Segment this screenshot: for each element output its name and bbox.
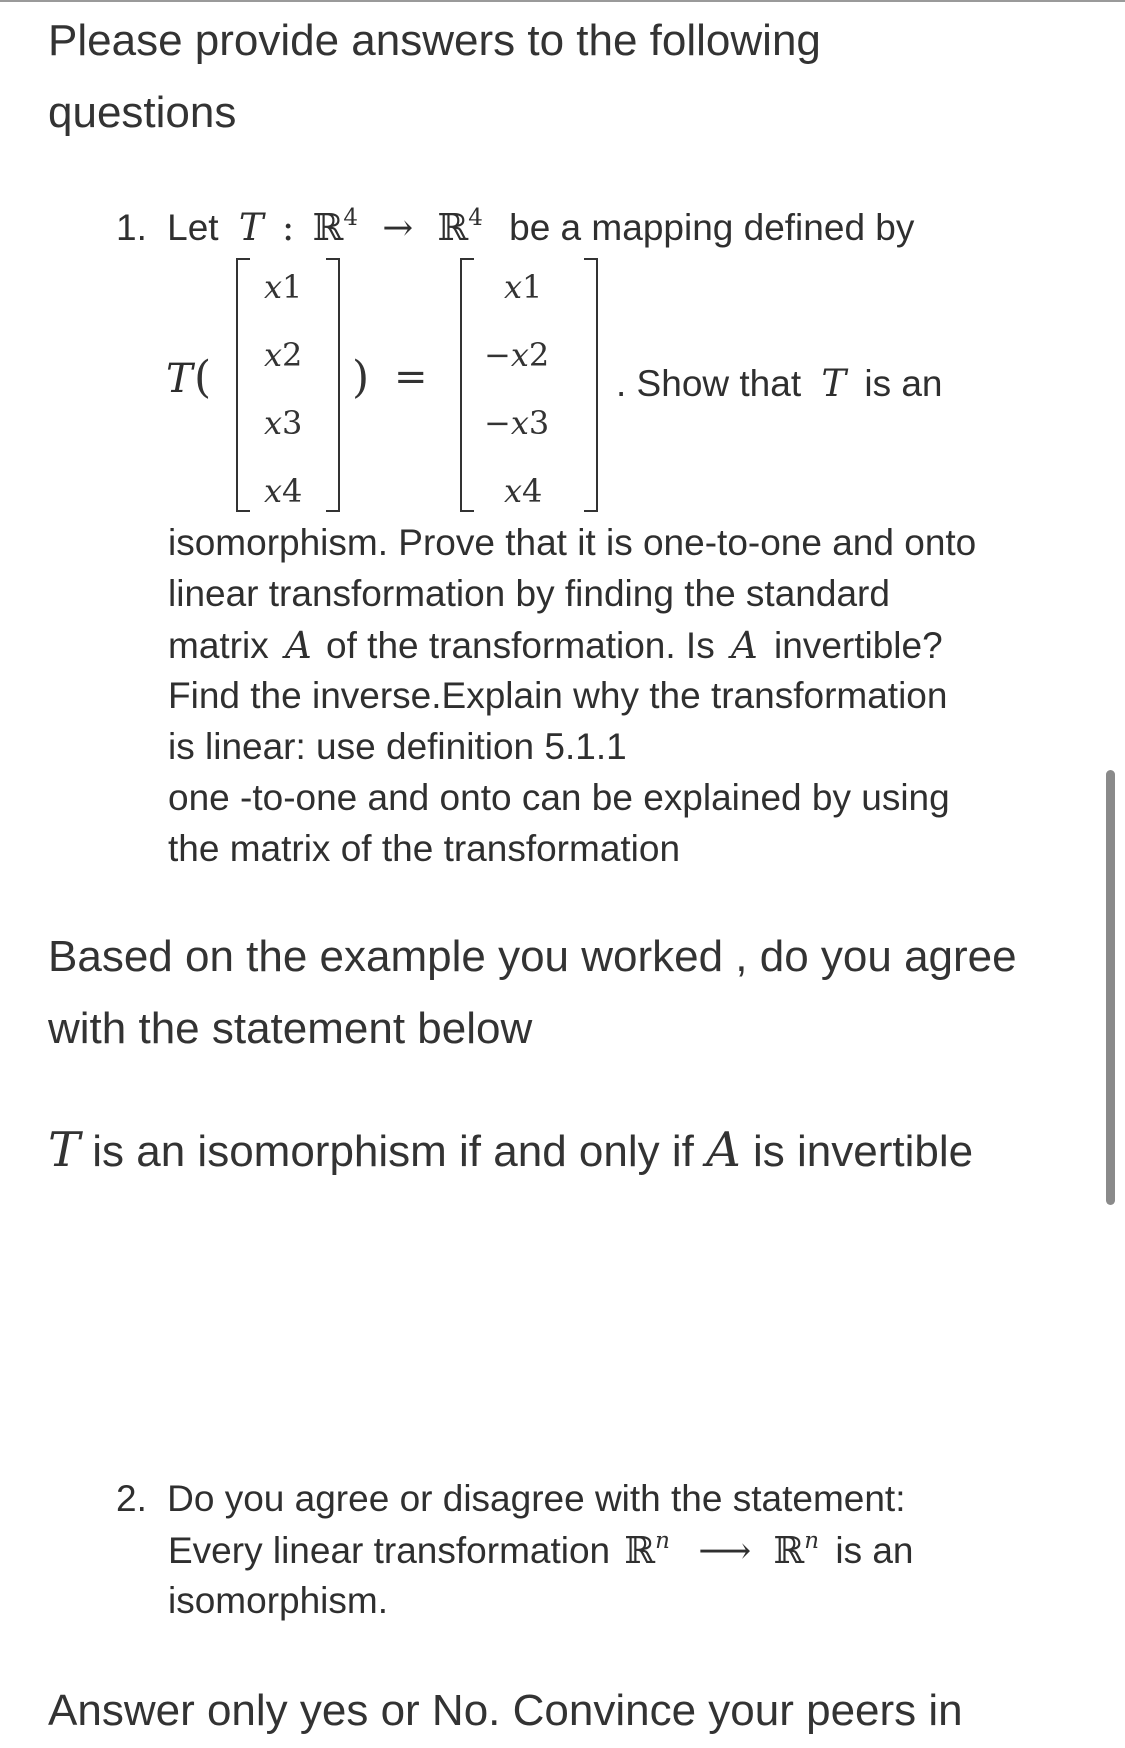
equals-sign: = xyxy=(394,354,428,400)
q2-arrow: ⟶ xyxy=(698,1529,752,1572)
lhs-entry-3: x3 xyxy=(264,404,303,442)
q1-codomain: ℝ$^4$ xyxy=(437,205,483,249)
close-paren: ) xyxy=(352,352,370,403)
based-line-1: Based on the example you worked , do you agree xyxy=(48,932,1017,981)
rhs-entry-3: −x3 xyxy=(484,404,550,442)
q1-colon: : xyxy=(281,206,295,249)
rhs-entry-4: x4 xyxy=(504,472,543,510)
rhs-right-bracket xyxy=(584,258,598,512)
q2-line-2: Every linear transformation ℝ$^n$ ⟶ ℝ$^n$ is an xyxy=(168,1528,914,1572)
q2-codomain: ℝ$^n$ xyxy=(773,1528,820,1572)
based-line-2: with the statement below xyxy=(48,1004,533,1053)
q1-line-3: matrix A of the transformation. Is A invertible? xyxy=(168,624,943,667)
q2-number: 2. xyxy=(116,1478,147,1519)
q1-header xyxy=(116,206,914,249)
matrix-A-symbol: A xyxy=(285,624,312,667)
q1-header-tail: be a mapping defined by xyxy=(509,207,915,248)
q1-line-1: isomorphism. Prove that it is one-to-one and onto xyxy=(168,522,977,563)
statement-T: T xyxy=(48,1122,81,1178)
q1-line-2: linear transformation by finding the standard xyxy=(168,573,890,614)
q1-domain: ℝ$^4$ xyxy=(312,205,358,249)
show-that-line xyxy=(616,362,943,405)
rhs-entry-2: −x2 xyxy=(484,336,550,374)
intro-line-1: Please provide answers to the following xyxy=(48,16,821,65)
matrix-T-symbol: T xyxy=(166,356,193,402)
lhs-left-bracket xyxy=(236,258,250,512)
q2-line-1: 2. Do you agree or disagree with the statement: xyxy=(116,1478,906,1519)
statement-A: A xyxy=(706,1122,741,1178)
vertical-scrollbar[interactable] xyxy=(1106,770,1115,1205)
show-that-text: . Show that xyxy=(616,363,802,404)
intro-line-2: questions xyxy=(48,88,237,137)
q1-number: 1. xyxy=(116,207,147,248)
statement-line: T is an isomorphism if and only if A is invertible xyxy=(48,1122,974,1178)
lhs-entry-4: x4 xyxy=(264,472,303,510)
q1-T-symbol: T xyxy=(238,206,264,249)
q1-line-4: Find the inverse.Explain why the transformation xyxy=(168,675,948,716)
q1-line-6: one -to-one and onto can be explained by using xyxy=(168,777,950,818)
matrix-A-symbol-2: A xyxy=(731,624,758,667)
rhs-entry-1: x1 xyxy=(504,268,543,306)
lhs-entry-1: x1 xyxy=(264,268,303,306)
q1-let: Let xyxy=(167,207,219,248)
q1-line-7: the matrix of the transformation xyxy=(168,828,681,869)
lhs-entry-2: x2 xyxy=(264,336,303,374)
show-that-T: T xyxy=(821,362,847,405)
rhs-left-bracket xyxy=(460,258,474,512)
q1-line-5: is linear: use definition 5.1.1 xyxy=(168,726,627,767)
lhs-right-bracket xyxy=(326,258,340,512)
q1-arrow: → xyxy=(382,206,414,249)
q2-line-3: isomorphism. xyxy=(168,1580,388,1621)
footer-line: Answer only yes or No. Convince your peers in xyxy=(48,1686,963,1735)
q2-domain: ℝ$^n$ xyxy=(624,1528,670,1572)
open-paren: ( xyxy=(194,352,212,403)
is-an-text: is an xyxy=(864,363,943,404)
top-divider xyxy=(0,0,1125,2)
